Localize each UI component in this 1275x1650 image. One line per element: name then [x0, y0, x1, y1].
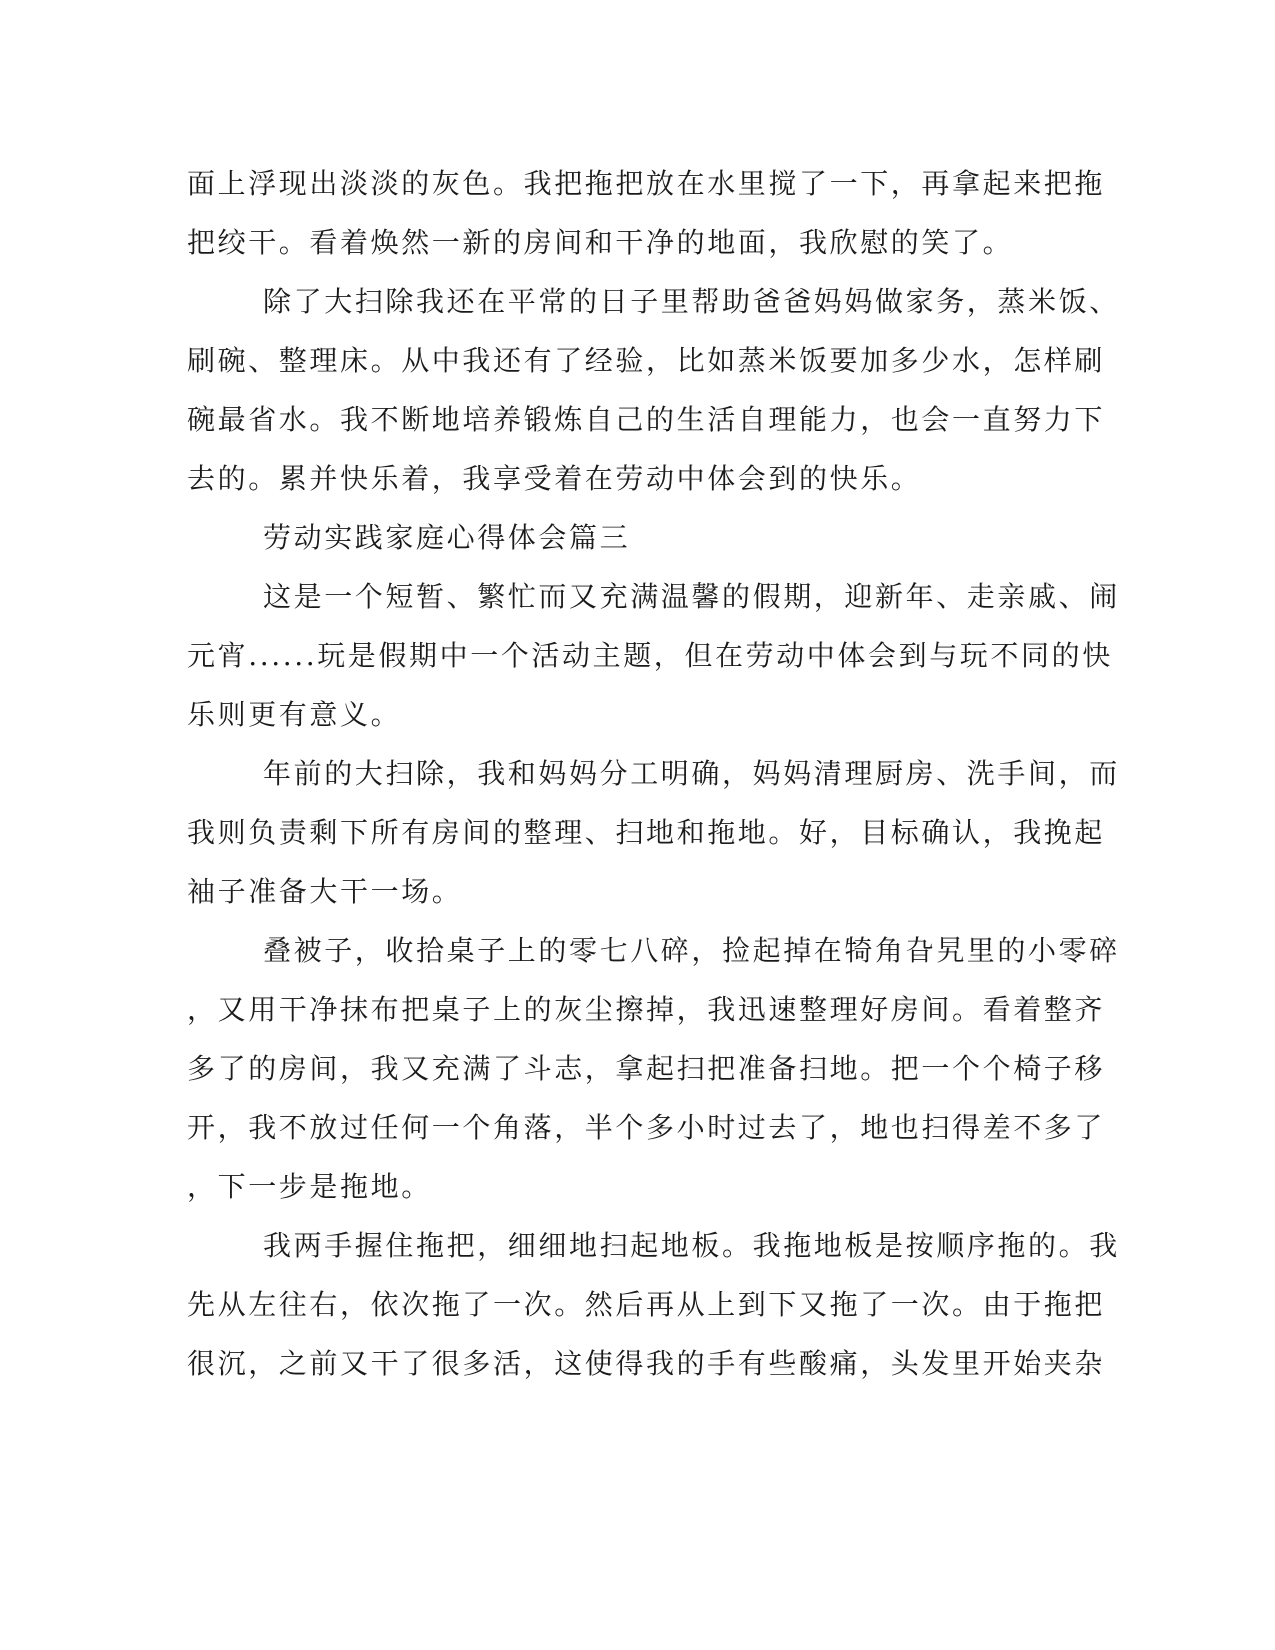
- body-text: [187, 154, 1120, 1393]
- section-heading: 劳动实践家庭心得体会篇三: [263, 521, 631, 554]
- text-line: 开，我不放过任何一个角落，半个多小时过去了，地也扫得差不多了: [187, 1111, 1106, 1144]
- text-line: 把绞干。看着焕然一新的房间和干净的地面，我欣慰的笑了。: [187, 226, 1014, 259]
- text-line: 我则负责剩下所有房间的整理、扫地和拖地。好，目标确认，我挽起: [187, 816, 1106, 849]
- text-line: 元宵......玩是假期中一个活动主题，但在劳动中体会到与玩不同的快: [187, 639, 1113, 672]
- paragraph-start-line: 这是一个短暂、繁忙而又充满温馨的假期，迎新年、走亲戚、闹: [263, 580, 1120, 613]
- text-line: 去的。累并快乐着，我享受着在劳动中体会到的快乐。: [187, 462, 922, 495]
- text-line: 乐则更有意义。: [187, 698, 402, 731]
- text-line: 很沉，之前又干了很多活，这使得我的手有些酸痛，头发里开始夹杂: [187, 1347, 1106, 1380]
- text-line: 面上浮现出淡淡的灰色。我把拖把放在水里搅了一下，再拿起来把拖: [187, 167, 1106, 200]
- paragraph-start-line: 我两手握住拖把，细细地扫起地板。我拖地板是按顺序拖的。我: [263, 1229, 1120, 1262]
- text-line: 多了的房间，我又充满了斗志，拿起扫把准备扫地。把一个个椅子移: [187, 1052, 1106, 1085]
- text-line: 刷碗、整理床。从中我还有了经验，比如蒸米饭要加多少水，怎样刷: [187, 344, 1106, 377]
- paragraph-start-line: 年前的大扫除，我和妈妈分工明确，妈妈清理厨房、洗手间，而: [263, 757, 1120, 790]
- text-line: ，下一步是拖地。: [187, 1170, 432, 1203]
- text-line: ，又用干净抹布把桌子上的灰尘擦掉，我迅速整理好房间。看着整齐: [187, 993, 1106, 1026]
- paragraph-start-line: 除了大扫除我还在平常的日子里帮助爸爸妈妈做家务，蒸米饭、: [263, 285, 1120, 318]
- paragraph-start-line: 叠被子，收拾桌子上的零七八碎，捡起掉在犄角旮旯里的小零碎: [263, 934, 1120, 967]
- text-line: 碗最省水。我不断地培养锻炼自己的生活自理能力，也会一直努力下: [187, 403, 1106, 436]
- text-line: 先从左往右，依次拖了一次。然后再从上到下又拖了一次。由于拖把: [187, 1288, 1106, 1321]
- text-line: 袖子准备大干一场。: [187, 875, 463, 908]
